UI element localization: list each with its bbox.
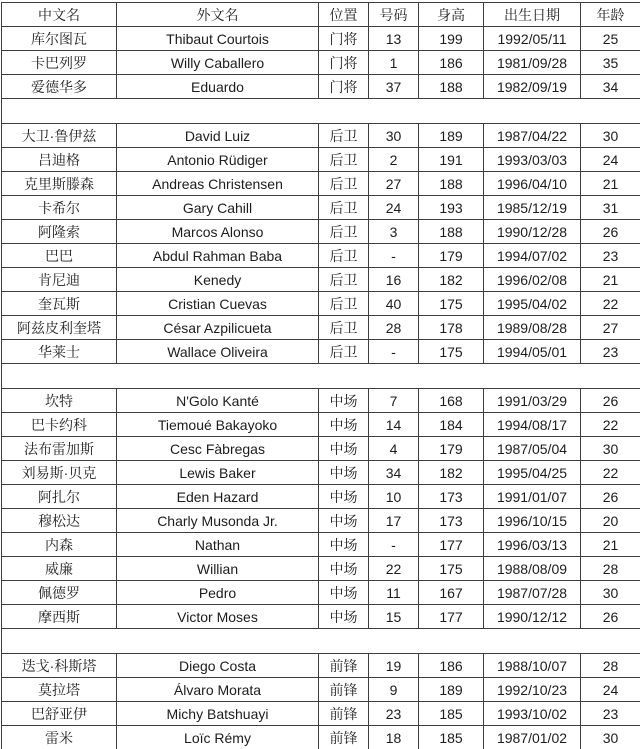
- cell-birthdate: 1992/05/11: [484, 27, 581, 51]
- cell-cn-name: 迭戈·科斯塔: [2, 654, 117, 678]
- cell-number: 2: [369, 148, 419, 172]
- cell-age: 23: [581, 340, 640, 364]
- cell-birthdate: 1982/09/19: [484, 75, 581, 99]
- cell-position: 后卫: [319, 316, 369, 340]
- cell-position: 中场: [319, 509, 369, 533]
- cell-position: 中场: [319, 413, 369, 437]
- cell-age: 20: [581, 509, 640, 533]
- cell-birthdate: 1981/09/28: [484, 51, 581, 75]
- cell-height: 184: [419, 413, 484, 437]
- section-spacer-row: [2, 629, 640, 654]
- cell-cn-name: 爱德华多: [2, 75, 117, 99]
- cell-cn-name: 大卫·鲁伊兹: [2, 124, 117, 148]
- cell-en-name: Andreas Christensen: [117, 172, 319, 196]
- cell-height: 178: [419, 316, 484, 340]
- cell-en-name: Tiemoué Bakayoko: [117, 413, 319, 437]
- cell-position: 前锋: [319, 678, 369, 702]
- cell-birthdate: 1985/12/19: [484, 196, 581, 220]
- cell-height: 188: [419, 220, 484, 244]
- cell-age: 23: [581, 702, 640, 726]
- player-row: [2, 389, 640, 413]
- cell-height: 167: [419, 581, 484, 605]
- cell-number: 24: [369, 196, 419, 220]
- cell-en-name: César Azpilicueta: [117, 316, 319, 340]
- cell-cn-name: 巴巴: [2, 244, 117, 268]
- cell-age: 30: [581, 726, 640, 749]
- cell-birthdate: 1988/10/07: [484, 654, 581, 678]
- cell-position: 后卫: [319, 220, 369, 244]
- player-row: [2, 51, 640, 75]
- cell-age: 26: [581, 485, 640, 509]
- cell-birthdate: 1996/02/08: [484, 268, 581, 292]
- cell-position: 门将: [319, 27, 369, 51]
- cell-number: 4: [369, 437, 419, 461]
- cell-height: 186: [419, 654, 484, 678]
- player-row: [2, 485, 640, 509]
- cell-number: 22: [369, 557, 419, 581]
- player-row: [2, 533, 640, 557]
- cell-height: 182: [419, 461, 484, 485]
- cell-age: 21: [581, 172, 640, 196]
- cell-age: 28: [581, 654, 640, 678]
- cell-height: 199: [419, 27, 484, 51]
- cell-cn-name: 克里斯滕森: [2, 172, 117, 196]
- cell-number: 34: [369, 461, 419, 485]
- cell-cn-name: 坎特: [2, 389, 117, 413]
- player-row: [2, 702, 640, 726]
- cell-height: 175: [419, 340, 484, 364]
- cell-position: 后卫: [319, 340, 369, 364]
- cell-position: 中场: [319, 437, 369, 461]
- cell-number: -: [369, 244, 419, 268]
- cell-en-name: Pedro: [117, 581, 319, 605]
- section-spacer-cell: [2, 364, 640, 389]
- cell-age: 27: [581, 316, 640, 340]
- cell-birthdate: 1988/08/09: [484, 557, 581, 581]
- cell-height: 189: [419, 124, 484, 148]
- section-spacer-cell: [2, 99, 640, 124]
- cell-birthdate: 1996/04/10: [484, 172, 581, 196]
- cell-en-name: David Luiz: [117, 124, 319, 148]
- cell-birthdate: 1990/12/12: [484, 605, 581, 629]
- header-cell-birthdate: 出生日期: [484, 3, 581, 27]
- cell-number: 3: [369, 220, 419, 244]
- player-row: [2, 75, 640, 99]
- cell-cn-name: 阿扎尔: [2, 485, 117, 509]
- player-row: [2, 461, 640, 485]
- cell-birthdate: 1993/10/02: [484, 702, 581, 726]
- squad-table: [1, 2, 640, 749]
- cell-age: 30: [581, 437, 640, 461]
- cell-position: 后卫: [319, 292, 369, 316]
- cell-cn-name: 卡希尔: [2, 196, 117, 220]
- cell-en-name: Eduardo: [117, 75, 319, 99]
- cell-en-name: Eden Hazard: [117, 485, 319, 509]
- cell-en-name: Diego Costa: [117, 654, 319, 678]
- cell-birthdate: 1995/04/25: [484, 461, 581, 485]
- section-spacer-row: [2, 364, 640, 389]
- cell-cn-name: 吕迪格: [2, 148, 117, 172]
- cell-position: 中场: [319, 557, 369, 581]
- cell-age: 30: [581, 581, 640, 605]
- cell-height: 173: [419, 485, 484, 509]
- cell-height: 188: [419, 172, 484, 196]
- cell-cn-name: 内森: [2, 533, 117, 557]
- cell-en-name: Lewis Baker: [117, 461, 319, 485]
- cell-height: 189: [419, 678, 484, 702]
- cell-age: 24: [581, 148, 640, 172]
- cell-birthdate: 1996/03/13: [484, 533, 581, 557]
- cell-position: 中场: [319, 605, 369, 629]
- cell-position: 中场: [319, 461, 369, 485]
- cell-number: 7: [369, 389, 419, 413]
- cell-number: 11: [369, 581, 419, 605]
- player-row: [2, 557, 640, 581]
- cell-position: 前锋: [319, 654, 369, 678]
- cell-age: 24: [581, 678, 640, 702]
- cell-cn-name: 库尔图瓦: [2, 27, 117, 51]
- cell-height: 185: [419, 702, 484, 726]
- player-row: [2, 124, 640, 148]
- cell-number: -: [369, 533, 419, 557]
- cell-height: 179: [419, 437, 484, 461]
- cell-age: 31: [581, 196, 640, 220]
- cell-en-name: Loïc Rémy: [117, 726, 319, 749]
- cell-height: 185: [419, 726, 484, 749]
- cell-birthdate: 1991/03/29: [484, 389, 581, 413]
- cell-birthdate: 1994/08/17: [484, 413, 581, 437]
- cell-cn-name: 雷米: [2, 726, 117, 749]
- cell-height: 186: [419, 51, 484, 75]
- cell-en-name: Wallace Oliveira: [117, 340, 319, 364]
- cell-cn-name: 奎瓦斯: [2, 292, 117, 316]
- player-row: [2, 244, 640, 268]
- header-row: [2, 3, 640, 27]
- cell-age: 21: [581, 268, 640, 292]
- cell-position: 中场: [319, 485, 369, 509]
- header-cell-number: 号码: [369, 3, 419, 27]
- cell-age: 21: [581, 533, 640, 557]
- cell-age: 25: [581, 27, 640, 51]
- cell-height: 173: [419, 509, 484, 533]
- cell-birthdate: 1994/07/02: [484, 244, 581, 268]
- player-row: [2, 726, 640, 749]
- player-row: [2, 654, 640, 678]
- cell-number: 13: [369, 27, 419, 51]
- cell-birthdate: 1987/04/22: [484, 124, 581, 148]
- cell-en-name: Cristian Cuevas: [117, 292, 319, 316]
- cell-number: 10: [369, 485, 419, 509]
- cell-birthdate: 1995/04/02: [484, 292, 581, 316]
- cell-age: 26: [581, 220, 640, 244]
- cell-birthdate: 1991/01/07: [484, 485, 581, 509]
- cell-position: 中场: [319, 533, 369, 557]
- cell-number: 27: [369, 172, 419, 196]
- cell-number: 16: [369, 268, 419, 292]
- cell-en-name: Victor Moses: [117, 605, 319, 629]
- player-row: [2, 292, 640, 316]
- cell-cn-name: 肯尼迪: [2, 268, 117, 292]
- player-row: [2, 605, 640, 629]
- cell-en-name: Marcos Alonso: [117, 220, 319, 244]
- cell-en-name: Gary Cahill: [117, 196, 319, 220]
- cell-age: 30: [581, 124, 640, 148]
- player-row: [2, 437, 640, 461]
- cell-age: 34: [581, 75, 640, 99]
- cell-birthdate: 1993/03/03: [484, 148, 581, 172]
- cell-number: 40: [369, 292, 419, 316]
- cell-birthdate: 1994/05/01: [484, 340, 581, 364]
- cell-position: 后卫: [319, 268, 369, 292]
- section-spacer-row: [2, 99, 640, 124]
- player-row: [2, 509, 640, 533]
- cell-age: 35: [581, 51, 640, 75]
- cell-age: 22: [581, 461, 640, 485]
- header-cell-height: 身高: [419, 3, 484, 27]
- cell-height: 182: [419, 268, 484, 292]
- cell-position: 后卫: [319, 124, 369, 148]
- cell-cn-name: 巴舒亚伊: [2, 702, 117, 726]
- cell-birthdate: 1989/08/28: [484, 316, 581, 340]
- cell-en-name: Abdul Rahman Baba: [117, 244, 319, 268]
- player-row: [2, 148, 640, 172]
- header-cell-position: 位置: [319, 3, 369, 27]
- cell-birthdate: 1987/01/02: [484, 726, 581, 749]
- player-row: [2, 196, 640, 220]
- cell-age: 22: [581, 292, 640, 316]
- cell-en-name: Willian: [117, 557, 319, 581]
- cell-number: 1: [369, 51, 419, 75]
- cell-position: 后卫: [319, 196, 369, 220]
- cell-en-name: N'Golo Kanté: [117, 389, 319, 413]
- cell-en-name: Willy Caballero: [117, 51, 319, 75]
- cell-height: 191: [419, 148, 484, 172]
- player-row: [2, 27, 640, 51]
- cell-en-name: Álvaro Morata: [117, 678, 319, 702]
- cell-age: 26: [581, 605, 640, 629]
- player-row: [2, 220, 640, 244]
- cell-cn-name: 阿隆索: [2, 220, 117, 244]
- player-row: [2, 268, 640, 292]
- player-row: [2, 340, 640, 364]
- squad-table-body: [2, 27, 640, 749]
- cell-cn-name: 华莱士: [2, 340, 117, 364]
- cell-age: 26: [581, 389, 640, 413]
- cell-number: 28: [369, 316, 419, 340]
- cell-height: 193: [419, 196, 484, 220]
- cell-en-name: Kenedy: [117, 268, 319, 292]
- section-spacer-cell: [2, 629, 640, 654]
- cell-cn-name: 莫拉塔: [2, 678, 117, 702]
- player-row: [2, 316, 640, 340]
- cell-birthdate: 1990/12/28: [484, 220, 581, 244]
- cell-birthdate: 1987/07/28: [484, 581, 581, 605]
- cell-cn-name: 摩西斯: [2, 605, 117, 629]
- player-row: [2, 413, 640, 437]
- cell-en-name: Thibaut Courtois: [117, 27, 319, 51]
- header-cell-age: 年龄: [581, 3, 640, 27]
- player-row: [2, 172, 640, 196]
- cell-number: 19: [369, 654, 419, 678]
- cell-position: 后卫: [319, 148, 369, 172]
- cell-height: 177: [419, 605, 484, 629]
- cell-number: 17: [369, 509, 419, 533]
- cell-cn-name: 阿兹皮利奎塔: [2, 316, 117, 340]
- cell-position: 后卫: [319, 244, 369, 268]
- cell-number: 15: [369, 605, 419, 629]
- cell-number: 30: [369, 124, 419, 148]
- cell-birthdate: 1996/10/15: [484, 509, 581, 533]
- cell-cn-name: 刘易斯·贝克: [2, 461, 117, 485]
- cell-number: 14: [369, 413, 419, 437]
- cell-position: 前锋: [319, 702, 369, 726]
- cell-position: 中场: [319, 581, 369, 605]
- cell-position: 前锋: [319, 726, 369, 749]
- cell-height: 175: [419, 557, 484, 581]
- cell-number: 9: [369, 678, 419, 702]
- cell-number: 23: [369, 702, 419, 726]
- cell-birthdate: 1992/10/23: [484, 678, 581, 702]
- cell-height: 175: [419, 292, 484, 316]
- cell-number: 18: [369, 726, 419, 749]
- cell-cn-name: 法布雷加斯: [2, 437, 117, 461]
- player-row: [2, 678, 640, 702]
- cell-cn-name: 穆松达: [2, 509, 117, 533]
- cell-en-name: Antonio Rüdiger: [117, 148, 319, 172]
- cell-age: 22: [581, 413, 640, 437]
- cell-en-name: Charly Musonda Jr.: [117, 509, 319, 533]
- cell-age: 28: [581, 557, 640, 581]
- cell-height: 177: [419, 533, 484, 557]
- cell-en-name: Nathan: [117, 533, 319, 557]
- cell-height: 179: [419, 244, 484, 268]
- cell-cn-name: 卡巴列罗: [2, 51, 117, 75]
- cell-position: 中场: [319, 389, 369, 413]
- cell-number: -: [369, 340, 419, 364]
- cell-position: 门将: [319, 75, 369, 99]
- cell-age: 23: [581, 244, 640, 268]
- cell-position: 门将: [319, 51, 369, 75]
- cell-cn-name: 佩德罗: [2, 581, 117, 605]
- cell-position: 后卫: [319, 172, 369, 196]
- cell-height: 188: [419, 75, 484, 99]
- cell-en-name: Cesc Fàbregas: [117, 437, 319, 461]
- cell-cn-name: 威廉: [2, 557, 117, 581]
- cell-number: 37: [369, 75, 419, 99]
- cell-en-name: Michy Batshuayi: [117, 702, 319, 726]
- cell-height: 168: [419, 389, 484, 413]
- cell-cn-name: 巴卡约科: [2, 413, 117, 437]
- cell-birthdate: 1987/05/04: [484, 437, 581, 461]
- header-cell-cn-name: 中文名: [2, 3, 117, 27]
- header-cell-en-name: 外文名: [117, 3, 319, 27]
- player-row: [2, 581, 640, 605]
